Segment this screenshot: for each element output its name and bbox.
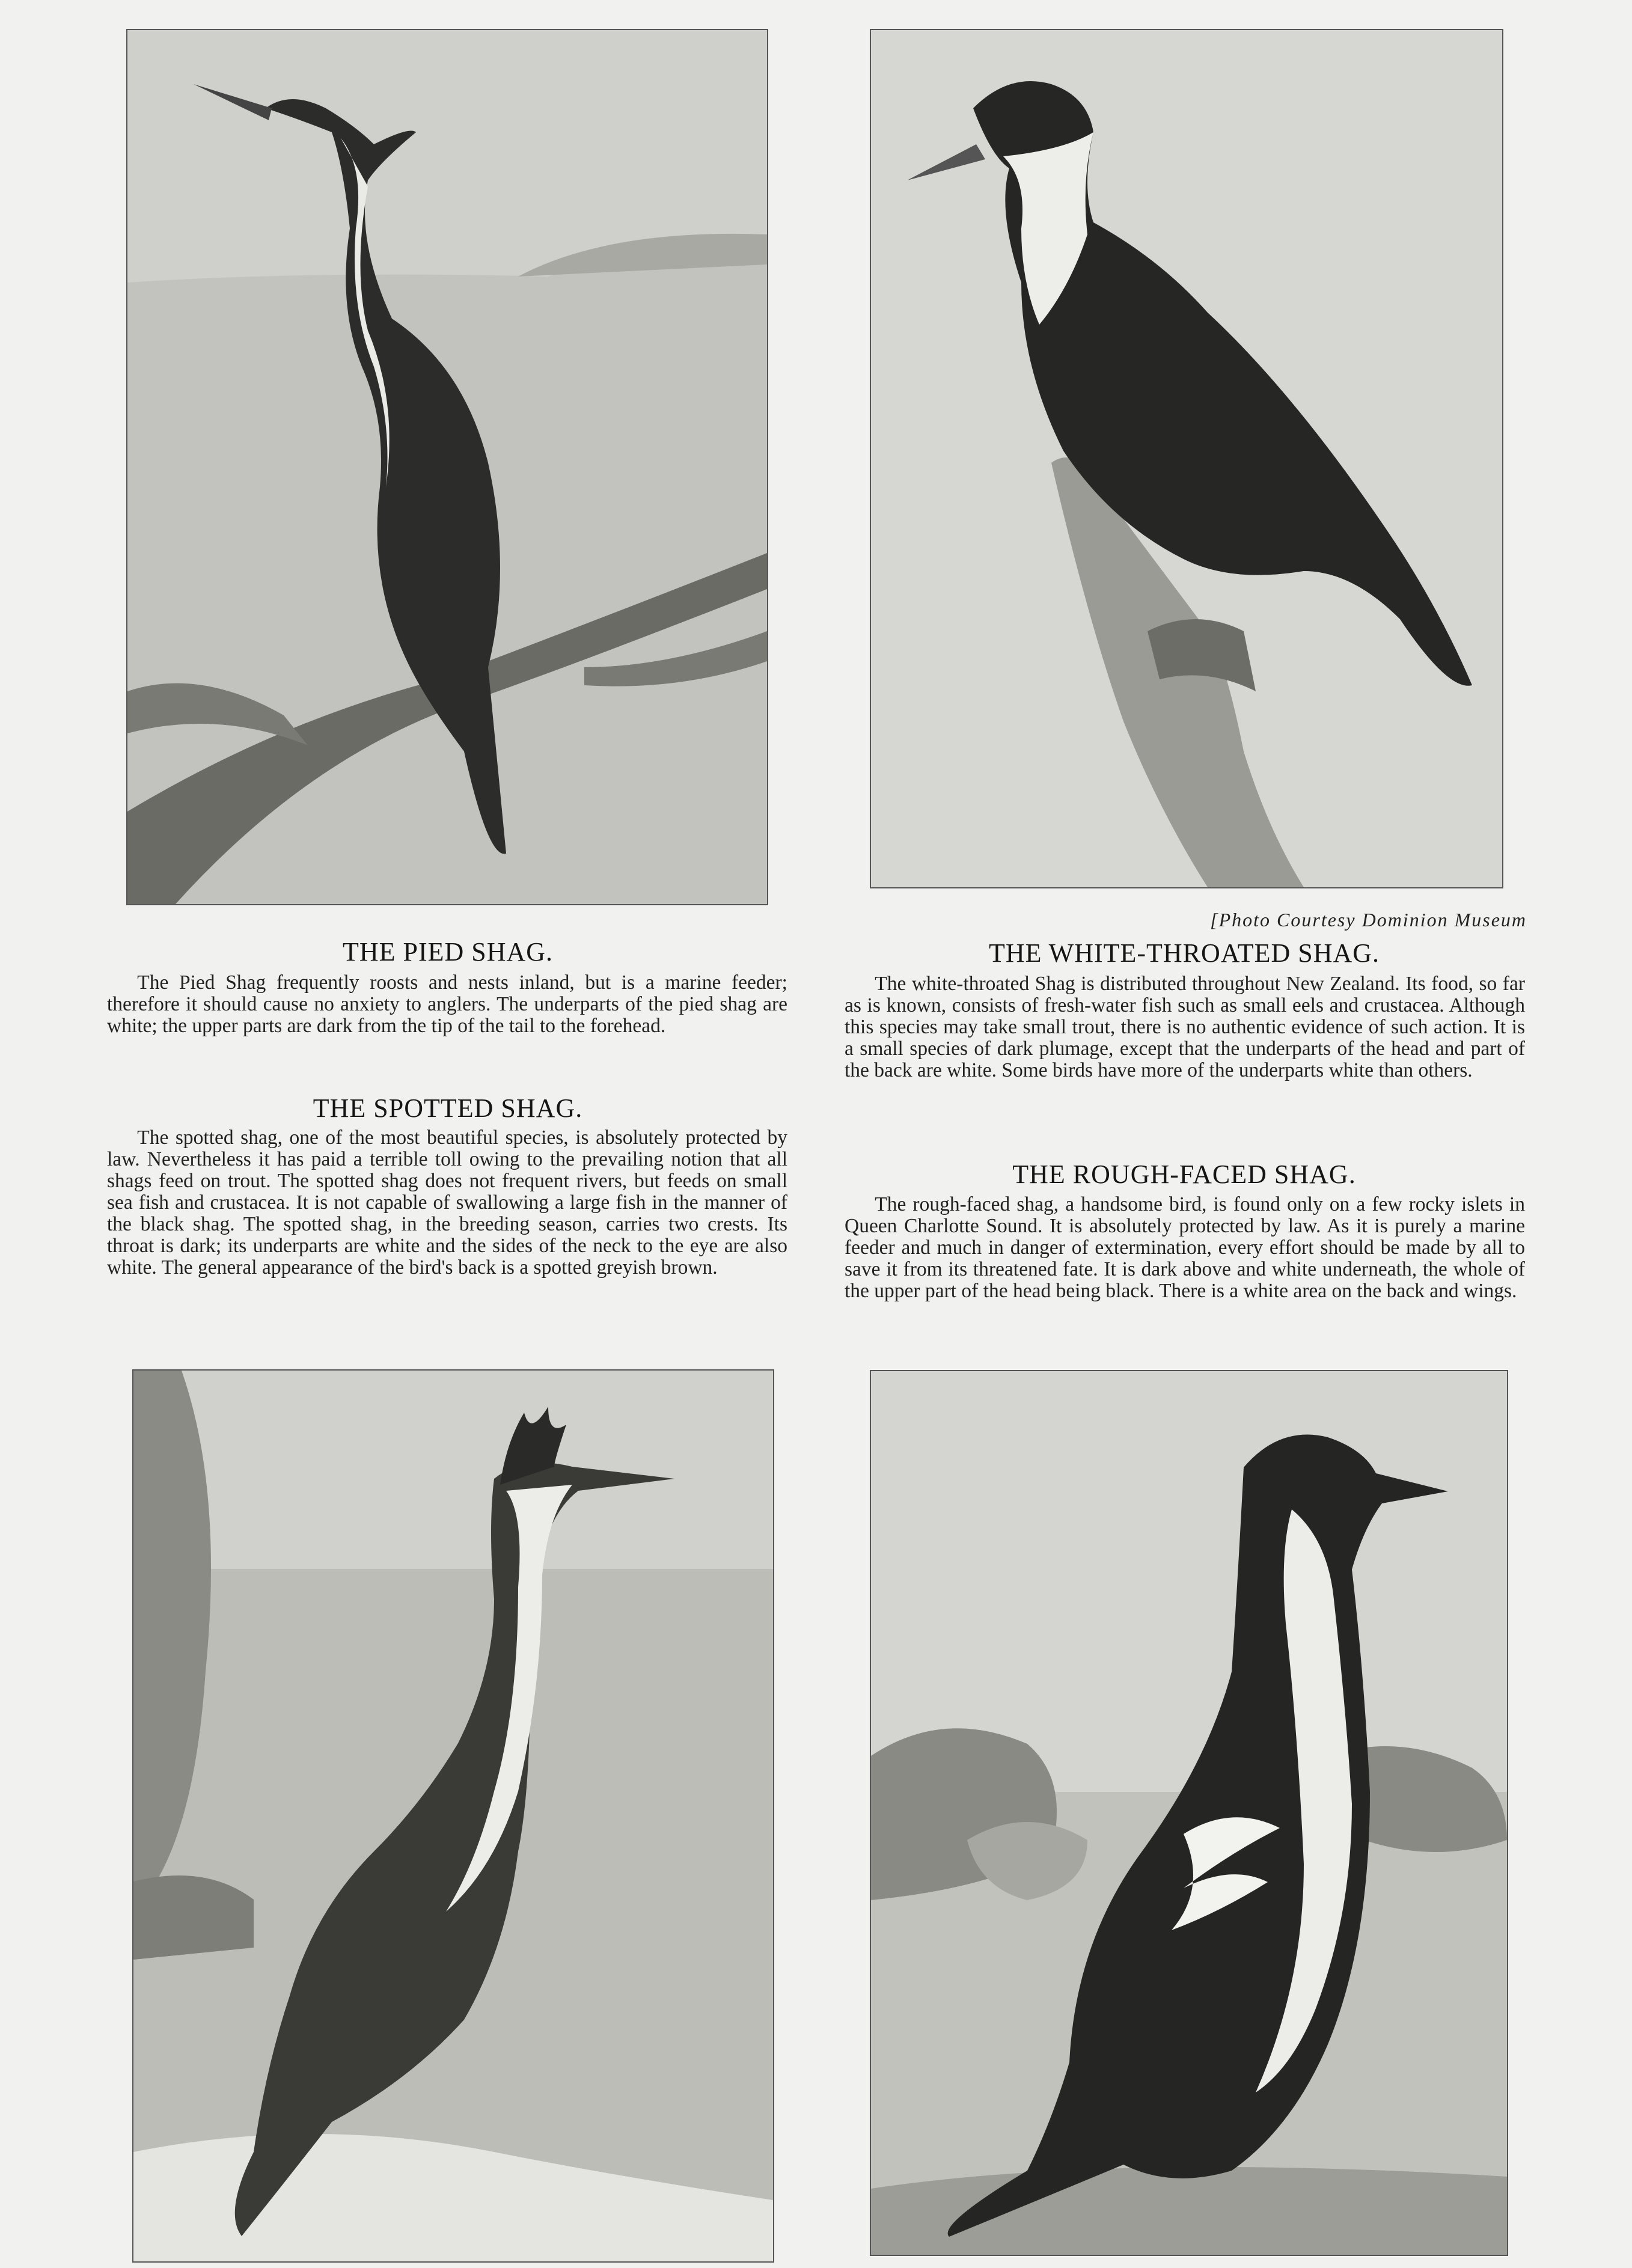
pied-shag-illustration [126, 29, 768, 905]
pied-shag-heading: THE PIED SHAG. [342, 937, 554, 967]
white-throated-shag-paragraph: The white-throated Shag is distributed throughout New Zealand. Its food, so far as is known, consists of fresh-water fish such as small eels and crustacea. Although this species may take small trout, there is no authentic evidence of such action. It is a small species of dark plumage, except that the underparts of the head and part of the back are white. Some birds have more of the underparts white than others. [845, 973, 1525, 1081]
white-throated-shag-heading: THE WHITE-THROATED SHAG. [988, 938, 1380, 968]
photo-credit: [Photo Courtesy Dominion Museum [1210, 909, 1527, 931]
rough-faced-shag-heading: THE ROUGH-FACED SHAG. [1012, 1160, 1356, 1189]
rough-faced-shag-illustration [870, 1370, 1508, 2256]
white-throated-shag-illustration [870, 29, 1503, 888]
spotted-shag-heading: THE SPOTTED SHAG. [313, 1093, 583, 1123]
rough-faced-shag-paragraph: The rough-faced shag, a handsome bird, is found only on a few rocky islets in Queen Charlotte Sound. It is absolutely protected by law. As it is purely a marine feeder and much in danger of extermination, every effort should be made by all to save it from its threatened fate. It is dark above and white underneath, the whole of the upper part of the head being black. There is a white area on the back and wings. [845, 1193, 1525, 1302]
pied-shag-paragraph: The Pied Shag frequently roosts and nests inland, but is a marine feeder; therefore it should cause no anxiety to anglers. The underparts of the pied shag are white; the upper parts are dark from the tip of the tail to the forehead. [107, 971, 787, 1037]
spotted-shag-illustration [132, 1369, 774, 2263]
spotted-shag-paragraph: The spotted shag, one of the most beautiful species, is absolutely protected by law. Nevertheless it has paid a terrible toll owing to the prevailing notion that all shags feed on trout. The spotted shag does not frequent rivers, but feeds on small sea fish and crustacea. It is not capable of swallowing a large fish in the manner of the black shag. The spotted shag, in the breeding season, carries two crests. Its throat is dark; its underparts are white and the sides of the neck to the eye are also white. The general appearance of the bird's back is a spotted greyish brown. [107, 1126, 787, 1279]
